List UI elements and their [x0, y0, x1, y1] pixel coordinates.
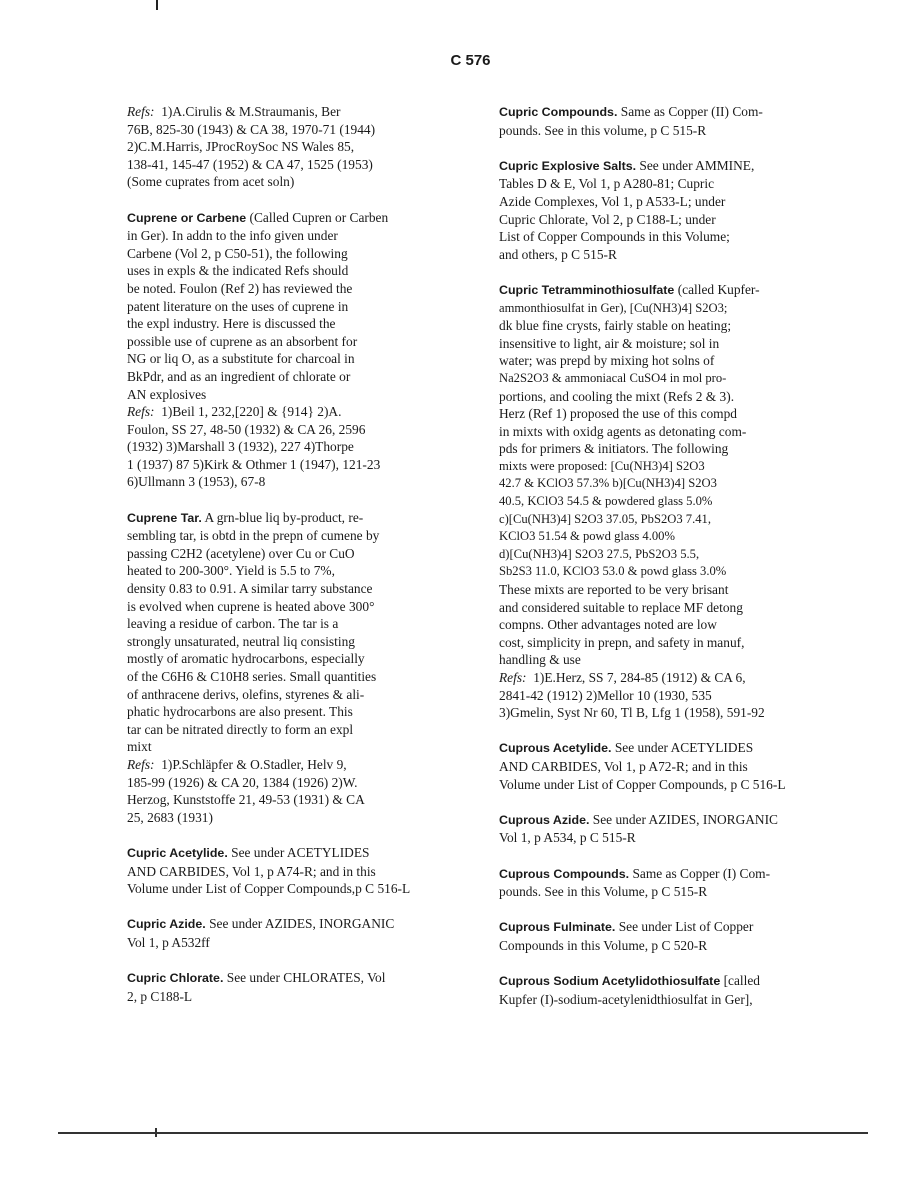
text-line: AND CARBIDES, Vol 1, p A74-R; and in this	[127, 863, 376, 879]
entry-cuprous-fulminate	[499, 918, 847, 954]
text-line: heated to 200-300°. Yield is 5.5 to 7%,	[127, 563, 335, 579]
text-line: See under AMMINE,	[639, 157, 755, 173]
text-line: density 0.83 to 0.91. A similar tarry substance	[127, 581, 373, 597]
text-line: AN explosives	[127, 386, 207, 402]
text-line: 2)C.M.Harris, JProcRoySoc NS Wales 85,	[127, 139, 355, 155]
text-line: Same as Copper (II) Com-	[620, 104, 763, 119]
entry-term: Cuprous Fulminate.	[499, 920, 616, 935]
entry-term: Cupric Acetylide.	[127, 845, 228, 860]
entry-term: Cupric Chlorate.	[127, 971, 224, 986]
text-line: pds for primers & initiators. The following	[499, 441, 729, 457]
text-line: be noted. Foulon (Ref 2) has reviewed the	[127, 280, 353, 296]
text-line: Cupric Chlorate, Vol 2, p C188-L; under	[499, 211, 716, 227]
text-line	[127, 844, 475, 863]
text-line: Vol 1, p A532ff	[127, 934, 210, 950]
text-line: ammonthiosulfat in Ger), [Cu(NH3)4] S2O3;	[499, 300, 728, 315]
text-line: mixt	[127, 739, 152, 755]
text-line: Na2S2O3 & ammoniacal CuSO4 in mol pro-	[499, 370, 727, 385]
text-line: insensitive to light, air & moisture; sol in	[499, 335, 720, 351]
text-line: pounds. See in this Volume, p C 515-R	[499, 884, 708, 900]
text-line: (called Kupfer-	[677, 281, 760, 297]
text-line: Kupfer (I)-sodium-acetylenidthiosulfat in Ger],	[499, 991, 753, 1007]
text-line: Herzog, Kunststoffe 21, 49-53 (1931) & CA	[127, 792, 365, 808]
text-line: See under AZIDES, INORGANIC	[592, 811, 778, 827]
text-line: Volume under List of Copper Compounds, p C 516-L	[499, 776, 786, 792]
refs-label: Refs:	[127, 756, 155, 772]
text-line: compns. Other advantages noted are low	[499, 617, 717, 633]
text-line: Vol 1, p A534, p C 515-R	[499, 830, 636, 846]
text-line	[127, 756, 475, 774]
entry-cuprous-acetylide	[499, 739, 847, 793]
text-line: 40.5, KClO3 54.5 & powdered glass 5.0%	[499, 494, 713, 509]
text-line: 6)Ullmann 3 (1953), 67-8	[127, 474, 266, 490]
text-line: c)[Cu(NH3)4] S2O3 37.05, PbS2O3 7.41,	[499, 511, 711, 526]
text-line: 2841-42 (1912) 2)Mellor 10 (1930, 535	[499, 687, 712, 703]
text-line: mostly of aromatic hydrocarbons, especially	[127, 651, 365, 667]
text-line: Compounds in this Volume, p C 520-R	[499, 937, 708, 953]
text-line: water; was prepd by mixing hot solns of	[499, 353, 715, 369]
text-line	[127, 969, 475, 988]
footer-rule	[58, 1132, 868, 1134]
text-line: (Called Cupren or Carben	[249, 209, 389, 225]
text-line: 1)Beil 1, 232,[220] & {914} 2)A.	[161, 404, 342, 420]
text-line	[499, 669, 847, 687]
text-line: Same as Copper (I) Com-	[632, 865, 771, 881]
text-line	[127, 209, 475, 228]
text-line	[499, 972, 847, 991]
text-line	[499, 157, 847, 176]
scan-mark-bottom	[155, 1128, 157, 1137]
page-number: C 576	[450, 52, 491, 69]
left-column	[127, 103, 475, 1023]
entry-cuprene-tar	[127, 509, 475, 827]
text-line	[499, 918, 847, 937]
text-line: sembling tar, is obtd in the prepn of cumene by	[127, 528, 380, 544]
refs-label: Refs:	[499, 670, 527, 685]
text-line: 3)Gmelin, Syst Nr 60, Tl B, Lfg 1 (1958), 591-92	[499, 705, 765, 721]
text-line: patent literature on the uses of cuprene in	[127, 298, 349, 314]
entry-cupric-azide	[127, 915, 475, 951]
entry-term: Cuprene or Carbene	[127, 210, 247, 225]
text-line: 42.7 & KClO3 57.3% b)[Cu(NH3)4] S2O3	[499, 476, 717, 491]
text-line: BkPdr, and as an ingredient of chlorate or	[127, 368, 351, 384]
text-line: Foulon, SS 27, 48-50 (1932) & CA 26, 2596	[127, 421, 366, 437]
text-line: Sb2S3 11.0, KClO3 53.0 & powd glass 3.0%	[499, 564, 727, 579]
text-line: portions, and cooling the mixt (Refs 2 & 3).	[499, 388, 735, 404]
text-line: in Ger). In addn to the info given under	[127, 228, 338, 244]
text-line: See under AZIDES, INORGANIC	[209, 916, 395, 932]
text-line: dk blue fine crysts, fairly stable on heating;	[499, 318, 732, 334]
entry-cupric-tetramminothiosulfate	[499, 281, 847, 722]
text-line: NG or liq O, as a substitute for charcoal in	[127, 351, 355, 367]
text-line: Herz (Ref 1) proposed the use of this compd	[499, 406, 737, 422]
text-line: 185-99 (1926) & CA 20, 1384 (1926) 2)W.	[127, 774, 358, 790]
text-line	[499, 739, 847, 758]
entry-term: Cuprous Azide.	[499, 812, 590, 827]
entry-term: Cupric Explosive Salts.	[499, 158, 637, 173]
text-line: (Some cuprates from acet soln)	[127, 174, 295, 190]
text-line: See under CHLORATES, Vol	[226, 970, 386, 986]
text-line	[499, 281, 847, 300]
text-line	[499, 865, 847, 884]
text-line	[127, 403, 475, 421]
entry-term: Cuprous Sodium Acetylidothiosulfate	[499, 974, 721, 989]
text-line: 1)P.Schläpfer & O.Stadler, Helv 9,	[161, 756, 347, 772]
scan-mark-top	[156, 0, 158, 10]
text-line	[499, 811, 847, 830]
text-line: These mixts are reported to be very brisant	[499, 582, 729, 598]
text-line	[127, 103, 475, 121]
text-line: phatic hydrocarbons are also present. This	[127, 704, 353, 720]
text-line: the expl industry. Here is discussed the	[127, 316, 336, 332]
text-line: possible use of cuprene as an absorbent for	[127, 333, 358, 349]
entry-term: Cupric Tetramminothiosulfate	[499, 282, 675, 297]
entry-term: Cupric Azide.	[127, 917, 206, 932]
entry-refs-cuprates	[127, 103, 475, 191]
text-line: cost, simplicity in prepn, and safety in manuf,	[499, 634, 745, 650]
page-header	[0, 52, 921, 69]
text-line: 1 (1937) 87 5)Kirk & Othmer 1 (1947), 121-23	[127, 456, 381, 472]
entry-term: Cupric Compounds.	[499, 105, 618, 119]
text-line	[499, 103, 847, 122]
text-line: strongly unsaturated, neutral liq consisting	[127, 633, 355, 649]
entry-cupric-explosive-salts	[499, 157, 847, 264]
text-line: Azide Complexes, Vol 1, p A533-L; under	[499, 193, 726, 209]
text-line: of anthracene derivs, olefins, styrenes & ali-	[127, 686, 365, 702]
text-line: 25, 2683 (1931)	[127, 809, 213, 825]
text-line: Carbene (Vol 2, p C50-51), the following	[127, 245, 348, 261]
text-line: of the C6H6 & C10H8 series. Small quantities	[127, 669, 377, 684]
text-line: See under ACETYLIDES	[614, 740, 754, 756]
text-line: pounds. See in this volume, p C 515-R	[499, 122, 707, 138]
entry-cupric-acetylide	[127, 844, 475, 898]
text-line: [called	[723, 973, 761, 989]
text-line: AND CARBIDES, Vol 1, p A72-R; and in this	[499, 758, 748, 774]
entry-cupric-compounds	[499, 103, 847, 139]
text-line: Volume under List of Copper Compounds,p C 516-L	[127, 881, 411, 897]
text-line: 1)E.Herz, SS 7, 284-85 (1912) & CA 6,	[533, 670, 746, 685]
text-line: List of Copper Compounds in this Volume;	[499, 229, 730, 245]
text-line: handling & use	[499, 652, 581, 668]
text-line: Tables D & E, Vol 1, p A280-81; Cupric	[499, 176, 715, 192]
text-line: mixts were proposed: [Cu(NH3)4] S2O3	[499, 458, 705, 473]
entry-term: Cuprous Acetylide.	[499, 741, 612, 756]
entry-term: Cuprous Compounds.	[499, 866, 630, 881]
text-line: and considered suitable to replace MF detong	[499, 599, 743, 615]
text-line: 2, p C188-L	[127, 988, 193, 1004]
text-line: 76B, 825-30 (1943) & CA 38, 1970-71 (1944)	[127, 121, 376, 137]
text-line: in mixts with oxidg agents as detonating com-	[499, 423, 747, 439]
text-line: uses in expls & the indicated Refs should	[127, 263, 349, 279]
text-line: tar can be nitrated directly to form an expl	[127, 721, 354, 737]
text-line	[127, 509, 475, 528]
text-line: See under List of Copper	[618, 919, 754, 935]
refs-label: Refs:	[127, 404, 155, 420]
entry-cuprous-azide	[499, 811, 847, 847]
text-line: leaving a residue of carbon. The tar is a	[127, 616, 339, 632]
text-line: (1932) 3)Marshall 3 (1932), 227 4)Thorpe	[127, 439, 354, 455]
text-line: d)[Cu(NH3)4] S2O3 27.5, PbS2O3 5.5,	[499, 546, 700, 561]
text-line: 138-41, 145-47 (1952) & CA 47, 1525 (1953)	[127, 156, 373, 172]
right-column	[499, 103, 847, 1026]
text-line	[127, 915, 475, 934]
text-line: passing C2H2 (acetylene) over Cu or CuO	[127, 545, 355, 561]
entry-cuprous-compounds	[499, 865, 847, 901]
entry-term: Cuprene Tar.	[127, 510, 202, 525]
text-line: KClO3 51.54 & powd glass 4.00%	[499, 529, 675, 544]
text-line: 1)A.Cirulis & M.Straumanis, Ber	[161, 104, 341, 119]
entry-cuprene-or-carbene	[127, 209, 475, 492]
text-line: is evolved when cuprene is heated above 300°	[127, 598, 375, 614]
entry-cuprous-sodium-acetylidothiosulfate	[499, 972, 847, 1008]
refs-label: Refs:	[127, 104, 155, 119]
text-line: A grn-blue liq by-product, re-	[204, 509, 364, 525]
text-line: and others, p C 515-R	[499, 246, 617, 262]
entry-cupric-chlorate	[127, 969, 475, 1005]
text-line: See under ACETYLIDES	[231, 844, 370, 860]
